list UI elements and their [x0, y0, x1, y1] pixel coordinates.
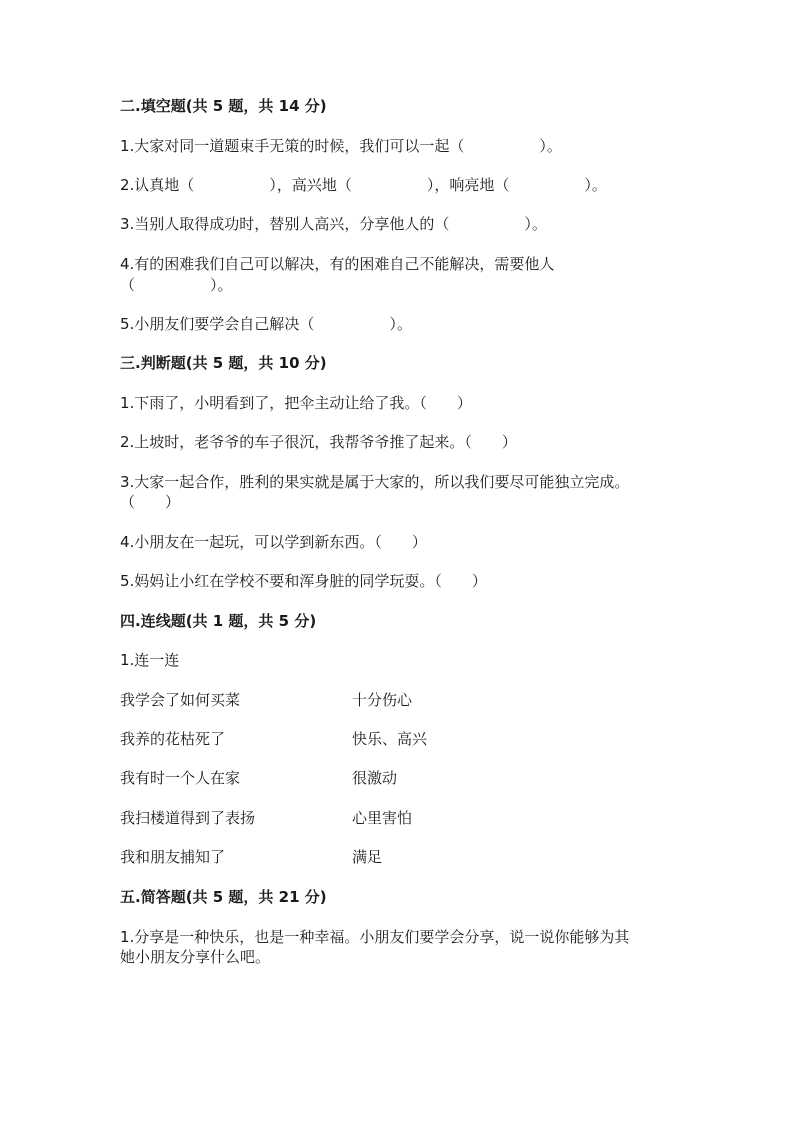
match-left-item: 我和朋友捕知了: [120, 848, 226, 866]
match-right-item: 十分伤心: [352, 691, 413, 709]
question-tf-3-line2: （ ）: [120, 493, 181, 511]
match-right-item: 快乐、高兴: [352, 730, 428, 748]
question-tf-3-line1: 3.大家一起合作，胜利的果实就是属于大家的，所以我们要尽可能独立完成。: [120, 473, 630, 491]
question-short-1-line1: 1.分享是一种快乐，也是一种幸福。小朋友们要学会分享，说一说你能够为其: [120, 928, 630, 946]
section-heading-fill-blank: 二.填空题(共 5 题，共 14 分): [120, 97, 327, 115]
section-heading-short-answer: 五.简答题(共 5 题，共 21 分): [120, 888, 327, 906]
question-tf-4: 4.小朋友在一起玩，可以学到新东西。（ ）: [120, 533, 427, 551]
match-left-item: 我学会了如何买菜: [120, 691, 241, 709]
question-match-1: 1.连一连: [120, 651, 180, 669]
question-tf-2: 2.上坡时，老爷爷的车子很沉，我帮爷爷推了起来。（ ）: [120, 433, 517, 451]
question-short-1-line2: 她小朋友分享什么吧。: [120, 948, 271, 966]
question-fill-4-line2: （ ）。: [120, 276, 233, 294]
match-left-item: 我养的花枯死了: [120, 730, 226, 748]
question-fill-3: 3.当别人取得成功时，替别人高兴，分享他人的（ ）。: [120, 215, 547, 233]
match-right-item: 很激动: [352, 769, 398, 787]
match-left-item: 我有时一个人在家: [120, 769, 241, 787]
match-left-item: 我扫楼道得到了表扬: [120, 809, 256, 827]
question-fill-1: 1.大家对同一道题束手无策的时候，我们可以一起（ ）。: [120, 137, 562, 155]
section-heading-true-false: 三.判断题(共 5 题，共 10 分): [120, 354, 327, 372]
question-fill-4-line1: 4.有的困难我们自己可以解决，有的困难自己不能解决，需要他人: [120, 255, 555, 273]
match-right-item: 心里害怕: [352, 809, 413, 827]
section-heading-matching: 四.连线题(共 1 题，共 5 分): [120, 612, 317, 630]
match-right-item: 满足: [352, 848, 383, 866]
question-tf-1: 1.下雨了，小明看到了，把伞主动让给了我。（ ）: [120, 394, 472, 412]
question-fill-5: 5.小朋友们要学会自己解决（ ）。: [120, 315, 412, 333]
question-tf-5: 5.妈妈让小红在学校不要和浑身脏的同学玩耍。（ ）: [120, 572, 487, 590]
question-fill-2: 2.认真地（ ），高兴地（ ），响亮地（ ）。: [120, 176, 607, 194]
